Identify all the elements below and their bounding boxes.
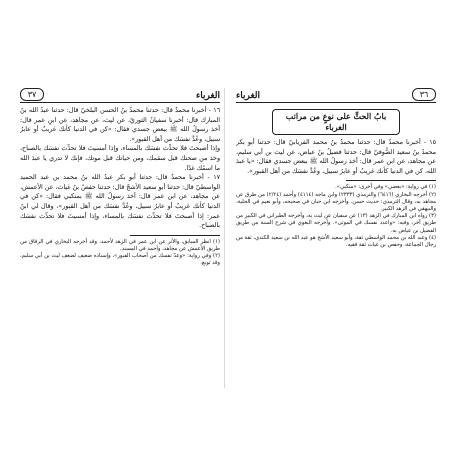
footnote: (٢) أخرجه البخاري (٦٤١٦) والترمذي (٢٣٣٣) وابن ماجه (٤١١٤) وأحمد (٢/٢٤) من طرق عن مجاهد به، وقال الترمذي: حديث حسن. وأخرجه ابن حبان في صحيحه، وأبو نعيم في الحلية، والبيهقي في الزهد الكبير. [236,191,436,212]
paragraph: ١٦ - أخبرنا محمدٌ قال: حدثنا محمدُ بنُ الحسن البلخيّ قال: حدثنا عبدُ الله بنُ المبارك قال: أخبرنا سفيانُ الثوريّ، عن ليث، عن مجاهد، عن ابنِ عمر قال: أخذ رسولُ الله ﷺ ببعض جسدي فقال: «كن في الدنيا كأنك غريبٌ أو عابرُ سبيل، وعُدَّ نفسَك من أهل القبور». [20,107,220,143]
page-number: ٣٧ [20,88,44,101]
page-header [20,88,220,103]
right-page [236,88,436,393]
page-body [236,138,436,176]
running-title: الغرباء [236,91,261,101]
footnote: (١) في رواية: «بعضي» وفي أخرى: «منكبي». [335,184,436,191]
left-page [20,88,220,393]
footnote-rule [346,180,436,181]
page-body [20,106,220,231]
page-number: ٣٦ [412,88,436,101]
footnotes [236,184,436,249]
footnote: (٣) رواه ابن المبارك في الزهد (١٣) عن سفيان عن ليث به، وأخرجه الطبراني في الكبير من طريق آخر، وفيه: «واعدد نفسك في الموتى». وأخرجه البغوي في شرح السنة من طريق الفضيل بن عياض به. [236,213,436,234]
paragraph: وإذا أصبحتَ فلا تحدِّث نفسَك بالمساء، وإذا أمسيتَ فلا تحدِّث نفسَك بالصباح، وخذ من صحتك قبل سقمك، ومن حياتك قبل موتك، فإنك لا تدري يا عبدَ الله ما اسمُك غدًا. [20,145,220,172]
footnote: (١) انظر السابق، والأثر عن ابن عمر في الزهد لأحمد، وقد أخرجه البخاري في الرقاق من طريق الأعمش عن مجاهد، وأحمد في المسند. [20,238,220,252]
footnote: (٢) وفي رواية: «وعدّ نفسك من أصحاب القبور»، وإسناده ضعيف لضعف ليث بن أبي سليم، وقد توبع. [20,253,220,267]
paragraph: ١٧ - أخبرنا محمدٌ قال: حدثنا أبو بكر عبدُ الله بنُ محمد بن عبد الحميد الواسطيّ قال: حدثنا أبو سعيد الأشجّ قال: حدثنا حفصُ بنُ غياث، عن الأعمش، عن مجاهد، عن ابن عمر قال: أخذ رسولُ الله ﷺ بمنكبي فقال: «كن في الدنيا كأنك غريبٌ أو عابرُ سبيل، وعُدَّ نفسَك من أهل القبور»، وقال لي ابنُ عمر: إذا أصبحتَ فلا تحدِّث نفسَك بالمساء، وإذا أمسيتَ فلا تحدِّث نفسَك بالصباح. [20,174,220,230]
gutter-divider [224,88,225,388]
page-header [236,88,436,103]
footnote: (٤) وعبد الله بن محمد الواسطي ثقة، وأبو سعيد الأشج هو عبد الله بن سعيد الكندي، ثقة من رجال الجماعة، وحفص بن غياث ثقة فقيه. [236,234,436,248]
running-title: الغرباء [195,91,220,101]
footnotes [20,239,220,268]
footnote-rule [130,235,220,236]
section-title: بابُ الحثِّ على نوعٍ من مراتب الغرباء [272,109,400,135]
paragraph: ١٥ - أخبرنا محمدٌ قال: حدثنا محمدُ بنُ محمد الفريابيّ قال: حدثنا أبو بكر محمدُ بنُ سعيد الصُّوفيّ قال: حدثنا فضيلُ بنُ عياض، عن ليث بن أبي سليم، عن مجاهد، عن ابن عمر قال: أخذ رسولُ الله ﷺ ببعض جسدي فقال: «يا عبدَ الله، كن في الدنيا كأنك غريبٌ أو عابرُ سبيل، وعُدَّ نفسَك من أهل القبور». [236,139,436,175]
